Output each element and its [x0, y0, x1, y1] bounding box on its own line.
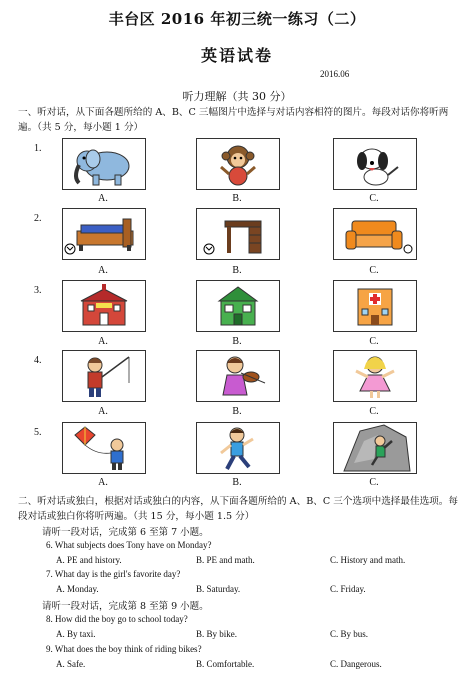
answer-option[interactable]: C. Friday.: [330, 584, 366, 594]
row-number: 5.: [34, 427, 42, 438]
exam-subtitle: 英语试卷: [200, 46, 273, 65]
part1-instruction: 一、听对话，从下面各题所给的 A、B、C 三幅图片中选择与对话内容相符的图片。每段对话你将听两遍。（共 5 分，每小题 1 分）: [18, 107, 449, 133]
kite-flying-picture[interactable]: [62, 422, 146, 474]
option-label-a: A.: [98, 477, 108, 488]
part2-instruction: 二、听对话或独白，根据对话或独白的内容，从下面各题所给的 A、B、C 三个选项中选择最佳选项。每段对话或独白你将听两遍。（共 15 分，每小题 1.5 分）: [18, 496, 458, 522]
bed-picture[interactable]: [62, 208, 146, 260]
option-label-c: C.: [369, 193, 379, 204]
running-boy-picture[interactable]: [196, 422, 280, 474]
row-number: 4.: [34, 355, 42, 366]
desk-picture[interactable]: [196, 208, 280, 260]
option-label-c: C.: [369, 406, 379, 417]
answer-option[interactable]: B. By bike.: [196, 629, 238, 639]
answer-option[interactable]: A. Safe.: [56, 659, 86, 669]
option-label-b: B.: [232, 406, 242, 417]
answer-option[interactable]: B. Comfortable.: [196, 659, 255, 669]
answer-option[interactable]: B. PE and math.: [196, 555, 255, 565]
option-label-a: A.: [98, 193, 108, 204]
question-text: 9. What does the boy think of riding bikes?: [46, 644, 202, 654]
row-number: 1.: [34, 143, 42, 154]
elephant-picture[interactable]: [62, 138, 146, 190]
section-heading: 听力理解（共 30 分）: [182, 90, 292, 103]
dog-picture[interactable]: [333, 138, 417, 190]
answer-option[interactable]: B. Saturday.: [196, 584, 241, 594]
dancing-girl-picture[interactable]: [333, 350, 417, 402]
option-label-c: C.: [369, 336, 379, 347]
rock-climbing-picture[interactable]: [333, 422, 417, 474]
exam-date: 2016.06: [320, 69, 350, 79]
answer-option[interactable]: A. PE and history.: [56, 555, 122, 565]
school-picture[interactable]: [62, 280, 146, 332]
answer-option[interactable]: C. Dangerous.: [330, 659, 382, 669]
option-label-b: B.: [232, 336, 242, 347]
group-note: 请听一段对话，完成第 6 至第 7 小题。: [42, 527, 209, 538]
answer-option[interactable]: C. By bus.: [330, 629, 369, 639]
violin-girl-picture[interactable]: [196, 350, 280, 402]
answer-option[interactable]: A. By taxi.: [56, 629, 96, 639]
green-house-picture[interactable]: [196, 280, 280, 332]
option-label-b: B.: [232, 193, 242, 204]
option-label-a: A.: [98, 265, 108, 276]
row-number: 2.: [34, 213, 42, 224]
fishing-boy-picture[interactable]: [62, 350, 146, 402]
exam-title: 丰台区 2016 年初三统一练习（二）: [108, 10, 366, 28]
question-text: 8. How did the boy go to school today?: [46, 614, 188, 624]
option-label-c: C.: [369, 477, 379, 488]
answer-option[interactable]: C. History and math.: [330, 555, 406, 565]
answer-option[interactable]: A. Monday.: [56, 584, 99, 594]
question-text: 6. What subjects does Tony have on Monday?: [46, 540, 212, 550]
question-text: 7. What day is the girl's favorite day?: [46, 569, 181, 579]
option-label-a: A.: [98, 336, 108, 347]
option-label-a: A.: [98, 406, 108, 417]
option-label-b: B.: [232, 477, 242, 488]
row-number: 3.: [34, 285, 42, 296]
monkey-picture[interactable]: [196, 138, 280, 190]
option-label-c: C.: [369, 265, 379, 276]
group-note: 请听一段对话，完成第 8 至第 9 小题。: [42, 601, 209, 612]
hospital-picture[interactable]: [333, 280, 417, 332]
option-label-b: B.: [232, 265, 242, 276]
sofa-picture[interactable]: [333, 208, 417, 260]
